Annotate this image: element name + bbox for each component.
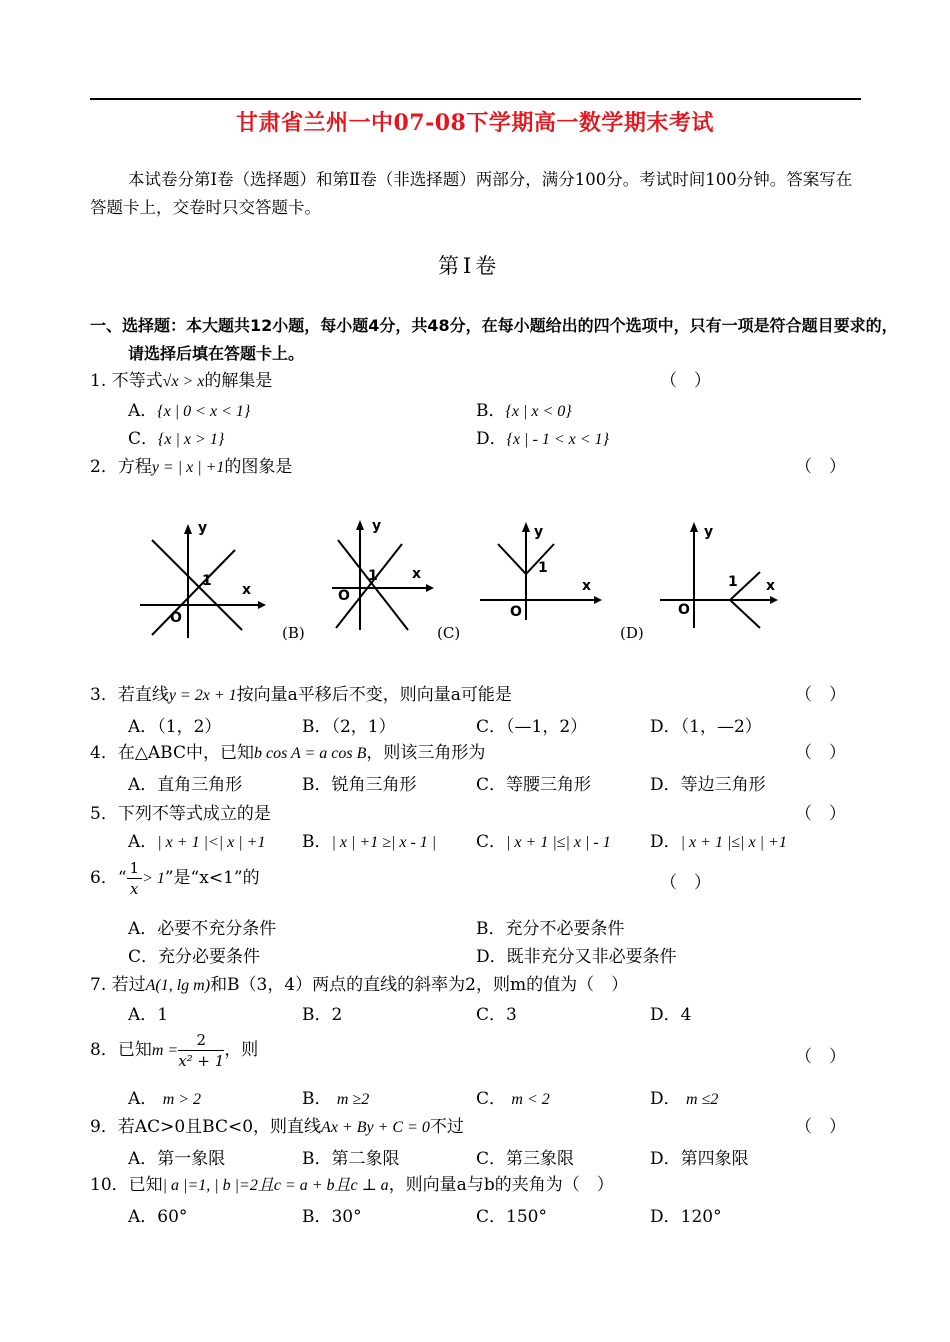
q8-option-a: A． m > 2 xyxy=(128,1089,202,1109)
q7-option-c: C．3 xyxy=(476,1005,517,1025)
q1-math: √x > x xyxy=(162,373,205,390)
svg-text:O: O xyxy=(678,602,690,618)
q1-option-b: B．{x | x < 0} xyxy=(476,401,572,421)
svg-text:O: O xyxy=(338,588,350,604)
q7-option-d: D．4 xyxy=(650,1005,692,1025)
question-2: 2．方程y = | x | +1的图象是 xyxy=(90,457,293,477)
q8-fraction: $\frac{2}{\text{x² + 1}}$ xyxy=(178,1031,225,1070)
top-rule xyxy=(90,98,861,100)
q7-option-a: A．1 xyxy=(128,1005,169,1025)
x-axis-arrow xyxy=(258,601,266,609)
svg-text:1: 1 xyxy=(728,574,738,590)
x-label: x xyxy=(242,582,252,598)
q1-option-c: C．{x | x > 1} xyxy=(128,429,225,449)
svg-text:1: 1 xyxy=(538,560,548,576)
q4-option-c: C．等腰三角形 xyxy=(476,775,592,795)
q6-option-c: C．充分必要条件 xyxy=(128,947,261,967)
q8-option-c: C． m < 2 xyxy=(476,1089,550,1109)
q4-answer-paren[interactable]: （ ） xyxy=(795,743,846,763)
q6-option-a: A．必要不充分条件 xyxy=(128,919,277,939)
svg-text:O: O xyxy=(510,604,522,620)
exam-intro: 本试卷分第Ⅰ卷（选择题）和第Ⅱ卷（非选择题）两部分，满分100分。考试时间100分钟。答案写在答题卡上，交卷时只交答题卡。 xyxy=(90,170,853,217)
q9-option-a: A．第一象限 xyxy=(128,1149,226,1169)
question-3: 3．若直线y = 2x + 1按向量a平移后不变，则向量a可能是 xyxy=(90,685,512,705)
q5-option-d: D．| x + 1 |≤| x | +1 xyxy=(650,832,787,852)
q1-option-d: D．{x | - 1 < x < 1} xyxy=(476,429,609,449)
q3-option-c: C．（—1，2） xyxy=(476,717,588,737)
section-header: 一、选择题：本大题共12小题，每小题4分，共48分，在每小题给出的四个选项中，只有一项是符合题目要求的，请选择后填在答题卡上。 xyxy=(90,316,898,363)
y-label: y xyxy=(198,520,208,536)
q10-option-c: C．150° xyxy=(476,1207,547,1227)
q6-fraction: $\frac{1}{x}$ xyxy=(127,858,143,899)
q9-option-d: D．第四象限 xyxy=(650,1149,749,1169)
svg-text:x: x xyxy=(412,566,422,582)
graph-caption-b: (B) xyxy=(282,624,305,642)
q5-option-c: C．| x + 1 |≤| x | - 1 xyxy=(476,832,611,852)
q4-option-b: B．锐角三角形 xyxy=(302,775,417,795)
q8-option-d: D． m ≤2 xyxy=(650,1089,719,1109)
q2-graph-a xyxy=(130,510,270,650)
q3-answer-paren[interactable]: （ ） xyxy=(795,685,846,705)
q5-answer-paren[interactable]: （ ） xyxy=(795,804,846,824)
q7-option-b: B．2 xyxy=(302,1005,343,1025)
line-1 xyxy=(152,540,242,630)
svg-text:x: x xyxy=(766,578,776,594)
question-1: 1. 不等式√x > x的解集是 xyxy=(90,371,273,391)
q10-option-b: B．30° xyxy=(302,1207,362,1227)
graph-caption-c: (C) xyxy=(437,624,461,642)
graph-caption-d: (D) xyxy=(620,624,644,642)
y-axis-arrow xyxy=(184,524,192,534)
q3-option-a: A．（1，2） xyxy=(128,717,222,737)
q8-answer-paren[interactable]: （ ） xyxy=(795,1047,846,1067)
q2-graph-c xyxy=(478,510,608,650)
q9-answer-paren[interactable]: （ ） xyxy=(795,1117,846,1137)
exam-title: 甘肃省兰州一中07-08下学期高一数学期末考试 xyxy=(236,110,714,136)
question-7: 7. 若过A(1, lg m)和B（3，4）两点的直线的斜率为2，则m的值为（ ） xyxy=(90,975,629,995)
q2-graph-d xyxy=(658,510,788,650)
one-label: 1 xyxy=(202,573,212,589)
volume-title: 第Ⅰ卷 xyxy=(438,254,501,278)
q4-option-a: A．直角三角形 xyxy=(128,775,243,795)
line-2 xyxy=(152,550,235,635)
q3-option-b: B．（2，1） xyxy=(302,717,396,737)
q6-option-b: B．充分不必要条件 xyxy=(476,919,625,939)
question-5: 5．下列不等式成立的是 xyxy=(90,804,271,824)
question-6: 6．“ $\frac{1}{x}$ > 1”是“x<1”的 xyxy=(90,859,260,898)
q6-option-d: D．既非充分又非必要条件 xyxy=(476,947,677,967)
question-9: 9．若AC>0且BC<0，则直线Ax + By + C = 0不过 xyxy=(90,1117,464,1137)
q8-option-b: B． m ≥2 xyxy=(302,1089,370,1109)
q9-option-c: C．第三象限 xyxy=(476,1149,575,1169)
q2-graph-b xyxy=(330,510,440,650)
origin-label: O xyxy=(170,610,182,626)
question-4: 4．在△ABC中，已知b cos A = a cos B，则该三角形为 xyxy=(90,743,486,763)
q3-option-d: D．（1，—2） xyxy=(650,717,762,737)
q6-answer-paren[interactable]: （ ） xyxy=(660,873,711,893)
q9-option-b: B．第二象限 xyxy=(302,1149,400,1169)
q5-option-b: B．| x | +1 ≥| x - 1 | xyxy=(302,832,437,852)
q2-answer-paren[interactable]: （ ） xyxy=(795,457,846,477)
q1-option-a: A．{x | 0 < x < 1} xyxy=(128,401,251,421)
svg-text:y: y xyxy=(534,524,544,540)
svg-text:y: y xyxy=(704,524,714,540)
svg-text:y: y xyxy=(372,518,382,534)
question-10: 10．已知| a |=1, | b |=2且c = a + b且c ⊥ a，则向量a与b的夹角为（ ） xyxy=(90,1175,614,1195)
svg-text:x: x xyxy=(582,578,592,594)
q1-answer-paren[interactable]: （ ） xyxy=(660,371,711,391)
q4-option-d: D．等边三角形 xyxy=(650,775,766,795)
q10-option-d: D．120° xyxy=(650,1207,722,1227)
q5-option-a: A．| x + 1 |<| x | +1 xyxy=(128,832,266,852)
q10-option-a: A．60° xyxy=(128,1207,188,1227)
question-8: 8．已知m = $\frac{2}{\text{x² + 1}}$ ，则 xyxy=(90,1031,259,1070)
svg-text:1: 1 xyxy=(368,568,378,584)
